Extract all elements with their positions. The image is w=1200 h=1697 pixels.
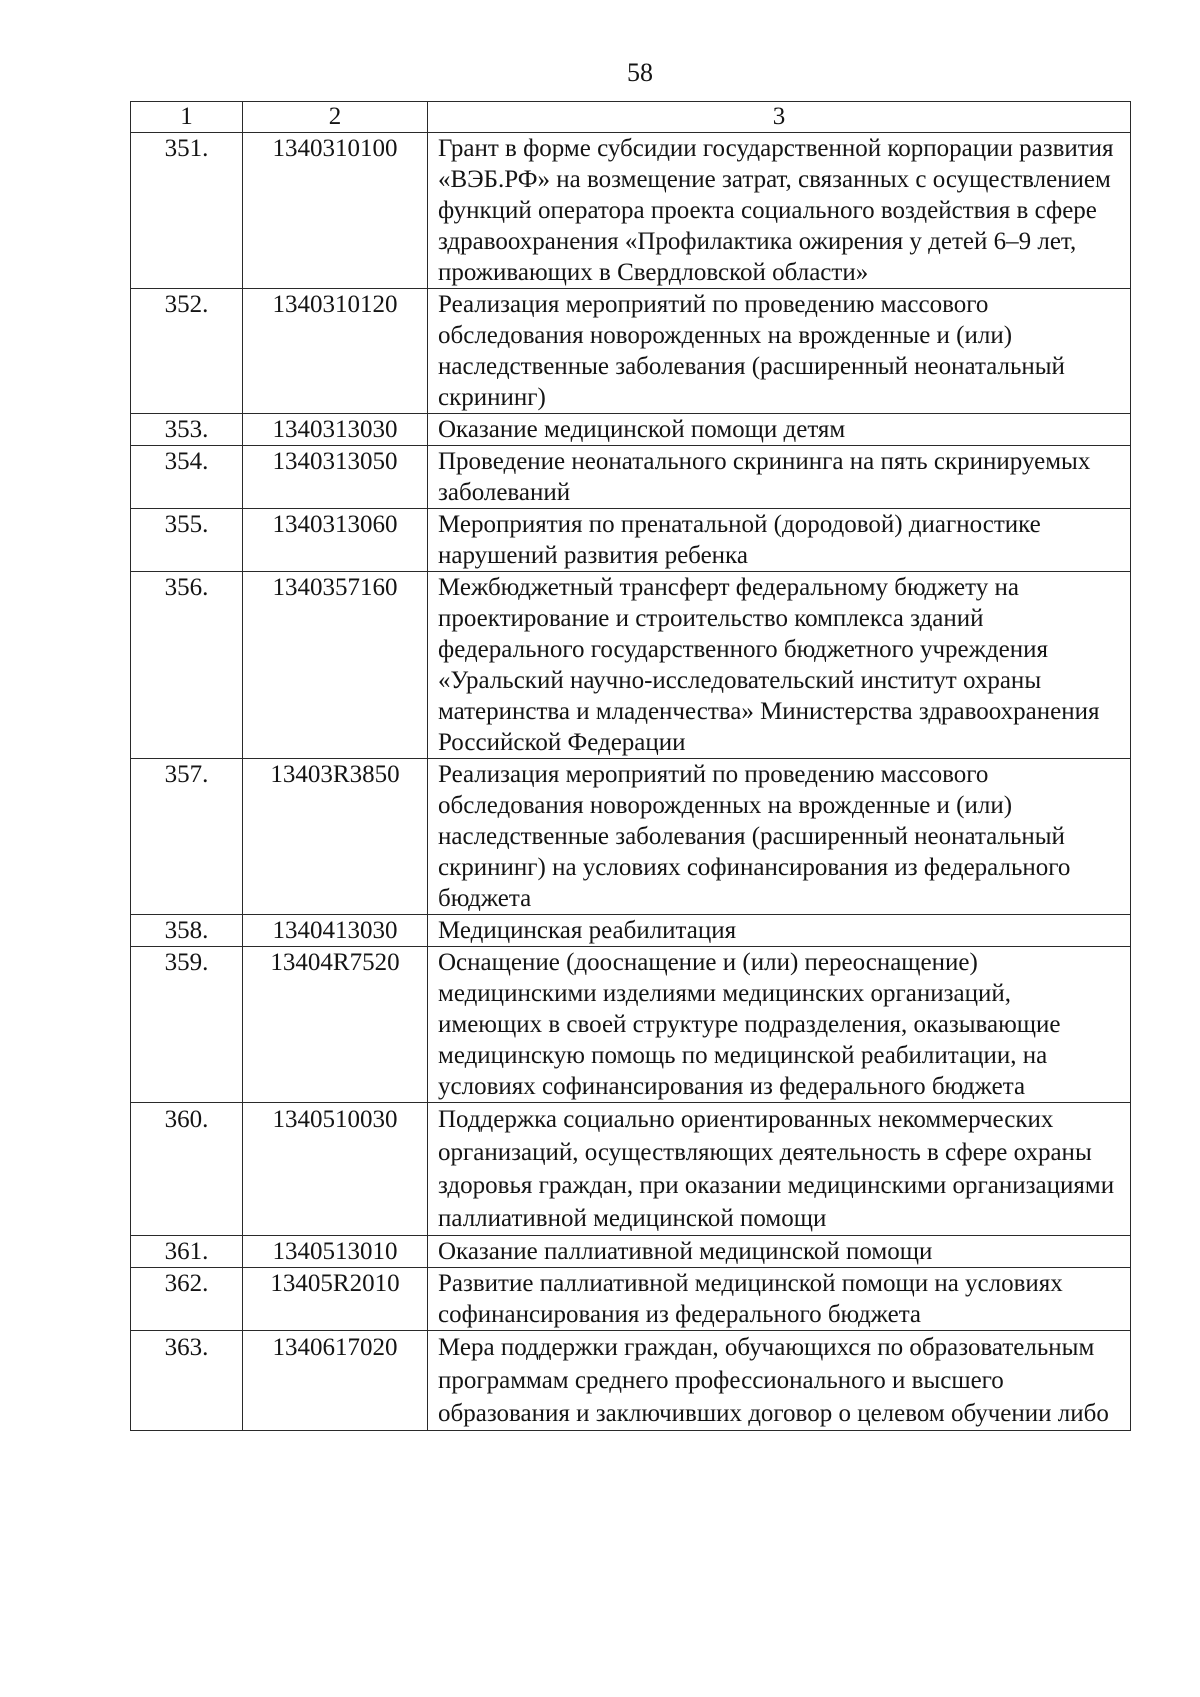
row-code: 1340313060 — [243, 509, 428, 572]
row-code: 1340510030 — [243, 1103, 428, 1236]
row-number: 363. — [131, 1331, 243, 1431]
table-row — [131, 509, 1131, 572]
row-description: Мера поддержки граждан, обучающихся по образовательным программам среднего профессионального и высшего образования и заключивших договор о целевом обучении либо — [428, 1331, 1131, 1431]
row-code: 1340310100 — [243, 133, 428, 289]
table-row — [131, 446, 1131, 509]
row-number: 351. — [131, 133, 243, 289]
row-code: 1340313030 — [243, 414, 428, 446]
row-code: 1340310120 — [243, 289, 428, 414]
row-description: Межбюджетный трансферт федеральному бюджету на проектирование и строительство комплекса зданий федерального государственного бюджетного учреждения «Уральский научно-исследовательский институт охраны материнства и младенчества» Министерства здравоохранения Российской Федерации — [428, 572, 1131, 759]
row-description: Проведение неонатального скрининга на пять скринируемых заболеваний — [428, 446, 1131, 509]
table-header-row — [131, 102, 1131, 133]
row-number: 359. — [131, 947, 243, 1103]
row-description: Оснащение (дооснащение и (или) переоснащение) медицинскими изделиями медицинских организаций, имеющих в своей структуре подразделения, оказывающие медицинскую помощь по медицинской реабилитации, на условиях софинансирования из федерального бюджета — [428, 947, 1131, 1103]
table-row — [131, 414, 1131, 446]
row-number: 356. — [131, 572, 243, 759]
row-description: Оказание медицинской помощи детям — [428, 414, 1131, 446]
table-row — [131, 133, 1131, 289]
table-row — [131, 1268, 1131, 1331]
table-row — [131, 1103, 1131, 1236]
row-description: Мероприятия по пренатальной (дородовой) диагностике нарушений развития ребенка — [428, 509, 1131, 572]
row-code: 1340413030 — [243, 915, 428, 947]
column-header-number: 1 — [131, 102, 243, 133]
row-description: Развитие паллиативной медицинской помощи на условиях софинансирования из федерального бюджета — [428, 1268, 1131, 1331]
table-row — [131, 572, 1131, 759]
table-row — [131, 1236, 1131, 1268]
row-number: 361. — [131, 1236, 243, 1268]
row-code: 1340313050 — [243, 446, 428, 509]
table-row — [131, 947, 1131, 1103]
row-description: Оказание паллиативной медицинской помощи — [428, 1236, 1131, 1268]
table-row — [131, 759, 1131, 915]
row-number: 358. — [131, 915, 243, 947]
row-code: 1340513010 — [243, 1236, 428, 1268]
table-row — [131, 289, 1131, 414]
row-code: 13405R2010 — [243, 1268, 428, 1331]
row-code: 13403R3850 — [243, 759, 428, 915]
row-description: Поддержка социально ориентированных некоммерческих организаций, осуществляющих деятельность в сфере охраны здоровья граждан, при оказании медицинскими организациями паллиативной медицинской помощи — [428, 1103, 1131, 1236]
row-number: 360. — [131, 1103, 243, 1236]
table-row — [131, 915, 1131, 947]
row-number: 362. — [131, 1268, 243, 1331]
row-code: 1340357160 — [243, 572, 428, 759]
table-row — [131, 1331, 1131, 1431]
row-code: 1340617020 — [243, 1331, 428, 1431]
column-header-code: 2 — [243, 102, 428, 133]
budget-classification-table — [130, 101, 1131, 1431]
row-number: 352. — [131, 289, 243, 414]
row-description: Реализация мероприятий по проведению массового обследования новорожденных на врожденные и (или) наследственные заболевания (расширенный неонатальный скрининг) — [428, 289, 1131, 414]
row-description: Медицинская реабилитация — [428, 915, 1131, 947]
row-description: Реализация мероприятий по проведению массового обследования новорожденных на врожденные и (или) наследственные заболевания (расширенный неонатальный скрининг) на условиях софинансирования из федерального бюджета — [428, 759, 1131, 915]
row-number: 355. — [131, 509, 243, 572]
row-number: 354. — [131, 446, 243, 509]
page-number: 58 — [627, 58, 653, 87]
row-number: 357. — [131, 759, 243, 915]
column-header-description: 3 — [428, 102, 1131, 133]
row-description: Грант в форме субсидии государственной корпорации развития «ВЭБ.РФ» на возмещение затрат, связанных с осуществлением функций оператора проекта социального воздействия в сфере здравоохранения «Профилактика ожирения у детей 6–9 лет, проживающих в Свердловской области» — [428, 133, 1131, 289]
row-number: 353. — [131, 414, 243, 446]
row-code: 13404R7520 — [243, 947, 428, 1103]
